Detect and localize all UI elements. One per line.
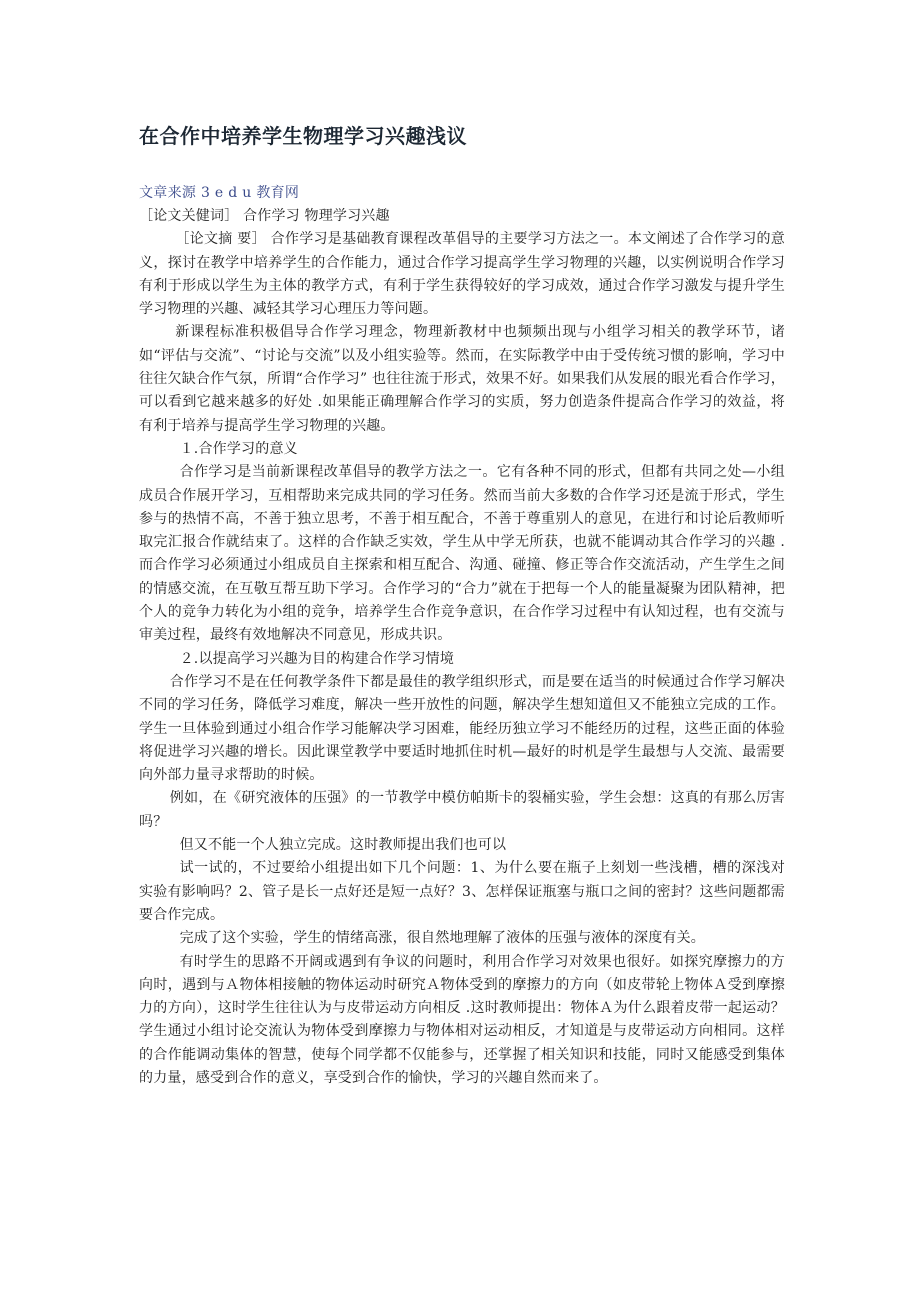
section-1-body: 合作学习是当前新课程改革倡导的教学方法之一。它有各种不同的形式，但都有共同之处—小组成员合作展开学习，互相帮助来完成共同的学习任务。然而当前大多数的合作学习还是流于形式，学生参与的热情不高，不善于独立思考，不善于相互配合，不善于尊重别人的意见，在进行和讨论后教师听取完汇报合作就结束了。这样的合作缺乏实效，学生从中学无所获，也就不能调动其合作学习的兴趣 .而合作学习必须通过小组成员自主探索和相互配合、沟通、碰撞、修正等合作交流活动，产生学生之间的情感交流，在互敬互帮互助下学习。合作学习的“合力”就在于把每一个人的能量凝聚为团队精神，把个人的竞争力转化为小组的竞争，培养学生合作竞争意识，在合作学习过程中有认知过程，也有交流与审美过程，最终有效地解决不同意见，形成共识。 (139, 464, 785, 644)
completed-paragraph: 完成了这个实验，学生的情绪高涨，很自然地理解了液体的压强与液体的深度有关。 (179, 930, 705, 947)
article-title: 在合作中培养学生物理学习兴趣浅议 (139, 124, 467, 148)
article-body (139, 205, 785, 1090)
friction-paragraph: 有时学生的思路不开阔或遇到有争议的问题时，利用合作学习对效果也很好。如探究摩擦力的方向时，遇到与Ａ物体相接触的物体运动时研究Ａ物体受到的摩擦力的方向（如皮带轮上物体Ａ受到摩擦力的方向），这时学生往往认为与皮带运动方向相反 .这时教师提出：物体Ａ为什么跟着皮带一起运动？学生通过小组讨论交流认为物体受到摩擦力与物体相对运动相反，才知道是与皮带运动方向相同。这样的合作能调动集体的智慧，使每个同学都不仅能参与，还掌握了相关知识和技能，同时又能感受到集体的力量，感受到合作的意义，享受到合作的愉快，学习的兴趣自然而来了。 (139, 953, 785, 1086)
section-2-heading: ２.以提高学习兴趣为目的构建合作学习情境 (179, 650, 455, 667)
source-line: 文章来源 3 e d u 教育网 (139, 185, 300, 201)
abstract-paragraph: ［论文摘 要］ 合作学习是基础教育课程改革倡导的主要学习方法之一。本文阐述了合作学习的意义，探讨在教学中培养学生的合作能力，通过合作学习提高学生学习物理的兴趣，以实例说明合作学习有利于形成以学生为主体的教学方式，有利于学生获得较好的学习成效，通过合作学习激发与提升学生学习物理的兴趣、减轻其学习心理压力等问题。 (139, 231, 785, 318)
cannot-alone-paragraph: 但又不能一个人独立完成。这时教师提出我们也可以 (179, 837, 507, 854)
section-1-heading: １.合作学习的意义 (179, 440, 298, 457)
try-it-paragraph: 试一试的，不过要给小组提出如下几个问题：1、为什么要在瓶子上刻划一些浅槽，槽的深浅对实验有影响吗？2、管子是长一点好还是短一点好？3、怎样保证瓶塞与瓶口之间的密封？这些问题都需要合作完成。 (139, 860, 785, 923)
section-2-body: 合作学习不是在任何教学条件下都是最佳的教学组织形式，而是要在适当的时候通过合作学习解决不同的学习任务，降低学习难度，解决一些开放性的问题，解决学生想知道但又不能独立完成的工作。学生一旦体验到通过小组合作学习能解决学习困难，能经历独立学习不能经历的过程，这些正面的体验将促进学习兴趣的增长。因此课堂教学中要适时地抓住时机—最好的时机是学生最想与人交流、最需要向外部力量寻求帮助的时候。 (139, 673, 785, 784)
example-paragraph: 例如，在《研究液体的压强》的一节教学中模仿帕斯卡的裂桶实验，学生会想：这真的有那么厉害吗？ (139, 790, 785, 830)
intro-paragraph: 新课程标准积极倡导合作学习理念，物理新教材中也频频出现与小组学习相关的教学环节，诸如“评估与交流”、“讨论与交流”以及小组实验等。然而，在实际教学中由于受传统习惯的影响，学习中往往欠缺合作气氛，所谓“合作学习” 也往往流于形式，效果不好。如果我们从发展的眼光看合作学习，可以看到它越来越多的好处 .如果能正确理解合作学习的实质，努力创造条件提高合作学习的效益，将有利于培养与提高学生学习物理的兴趣。 (139, 324, 785, 434)
keywords-paragraph: ［论文关健词］ 合作学习 物理学习兴趣 (139, 208, 390, 224)
